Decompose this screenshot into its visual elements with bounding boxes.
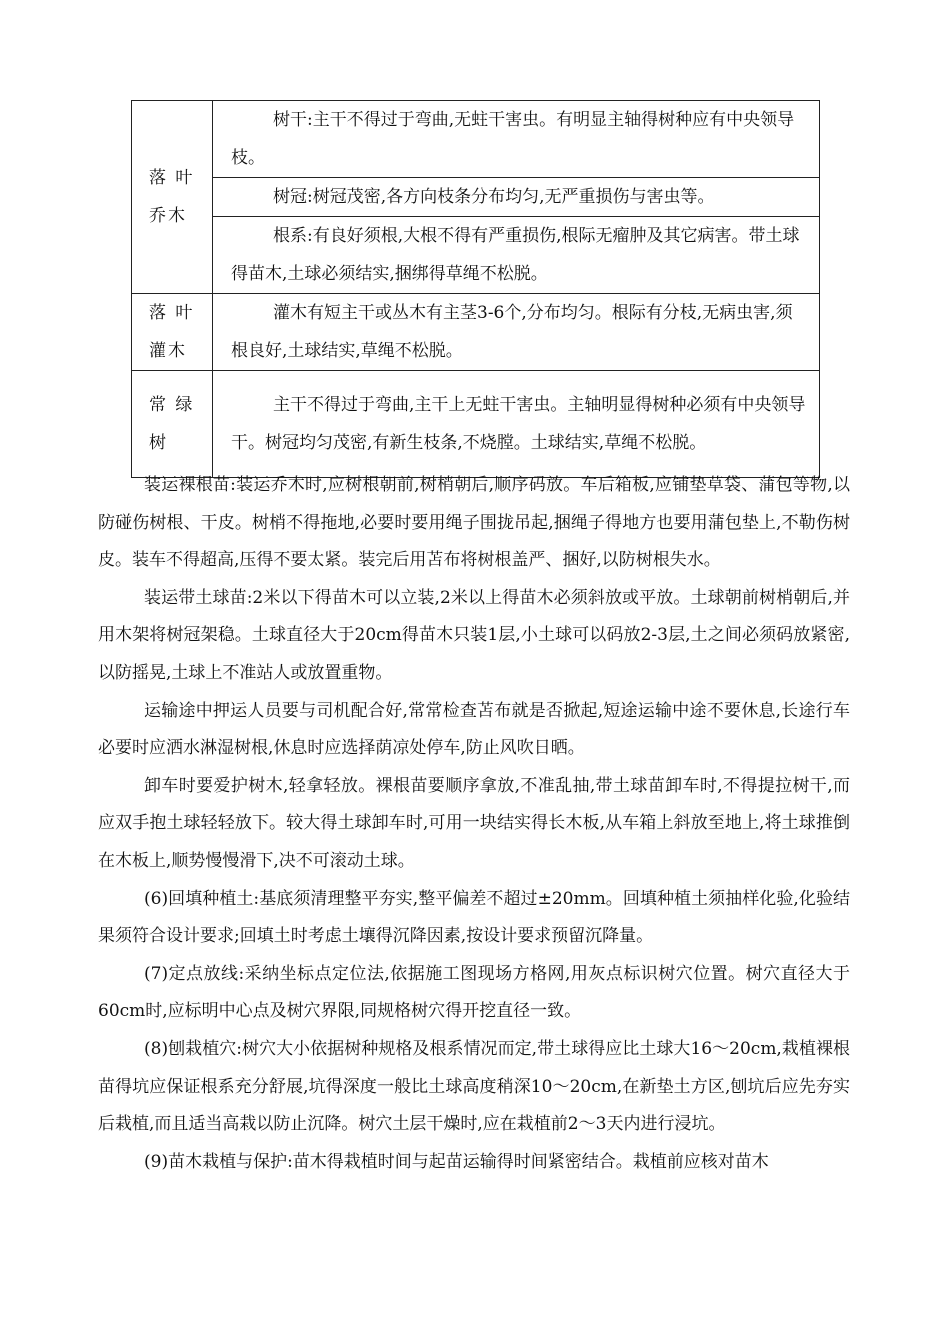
paragraph: 卸车时要爱护树木,轻拿轻放。裸根苗要顺序拿放,不准乱抽,带土球苗卸车时,不得提拉树干,而应双手抱土球轻轻放下。较大得土球卸车时,可用一块结实得长木板,从车箱上斜放至地上,将土球推倒在木板上,顺势慢慢滑下,决不可滚动土球。 <box>98 775 850 871</box>
paragraph: (6)回填种植土:基底须清理整平夯实,整平偏差不超过±20mm。回填种植土须抽样化验,化验结果须符合设计要求;回填土时考虑土壤得沉降因素,按设计要求预留沉降量。 <box>98 888 850 947</box>
paragraph: 装运裸根苗:装运乔木时,应树根朝前,树梢朝后,顺序码放。车后箱板,应铺垫草袋、蒲包等物,以防碰伤树根、干皮。树梢不得拖地,必要时要用绳子围拢吊起,捆绳子得地方也要用蒲包垫上,不勒伤树皮。装车不得超高,压得不要太紧。装完后用苫布将树根盖严、捆好,以防树根失水。 <box>98 475 850 571</box>
table-row <box>132 178 820 217</box>
paragraph: 运输途中押运人员要与司机配合好,常常检查苫布就是否掀起,短途运输中途不要休息,长途行车必要时应洒水淋湿树根,休息时应选择荫凉处停车,防止风吹日晒。 <box>98 700 850 759</box>
category-line: 乔木 <box>149 206 187 226</box>
paragraph: (8)刨栽植穴:树穴大小依据树种规格及根系情况而定,带土球得应比土球大16～20cm,栽植裸根苗得坑应保证根系充分舒展,坑得深度一般比土球高度稍深10～20cm,在新垫土方区,刨坑后应先夯实后栽植,而且适当高栽以防止沉降。树穴土层干燥时,应在栽植前2～3天内进行浸坑。 <box>98 1038 850 1135</box>
paragraph: 装运带土球苗:2米以下得苗木可以立装,2米以上得苗木必须斜放或平放。土球朝前树梢朝后,并用木架将树冠架稳。土球直径大于20cm得苗木只装1层,小土球可以码放2-3层,土之间必须码放紧密,以防摇晃,土球上不准站人或放置重物。 <box>98 587 850 683</box>
table-row <box>132 217 820 294</box>
category-line: 灌木 <box>149 341 187 361</box>
category-cell <box>132 294 213 371</box>
description-cell <box>213 217 820 294</box>
paragraph: (7)定点放线:采纳坐标点定位法,依据施工图现场方格网,用灰点标识树穴位置。树穴直径大于60cm时,应标明中心点及树穴界限,同规格树穴得开挖直径一致。 <box>98 963 850 1022</box>
description-text: 主干不得过于弯曲,主干上无蛀干害虫。主轴明显得树种必须有中央领导干。树冠均匀茂密,有新生枝条,不烧膛。土球结实,草绳不松脱。 <box>231 395 806 453</box>
description-cell <box>213 294 820 371</box>
table-row <box>132 371 820 478</box>
table-row <box>132 101 820 178</box>
description-text: 树干:主干不得过于弯曲,无蛀干害虫。有明显主轴得树种应有中央领导枝。 <box>231 110 795 168</box>
description-cell <box>213 371 820 478</box>
description-text: 根系:有良好须根,大根不得有严重损伤,根际无瘤肿及其它病害。带土球得苗木,土球必须结实,捆绑得草绳不松脱。 <box>231 226 800 284</box>
description-cell <box>213 101 820 178</box>
category-line: 树 <box>149 433 168 453</box>
category-line: 常 绿 <box>149 395 195 415</box>
description-text: 树冠:树冠茂密,各方向枝条分布均匀,无严重损伤与害虫等。 <box>273 187 715 207</box>
category-cell <box>132 101 213 294</box>
body-text <box>98 467 850 1181</box>
description-text: 灌木有短主干或丛木有主茎3-6个,分布均匀。根际有分枝,无病虫害,须根良好,土球结实,草绳不松脱。 <box>231 303 793 361</box>
category-cell <box>132 371 213 478</box>
seedling-standards-table <box>131 100 820 478</box>
table-row <box>132 294 820 371</box>
category-line: 落 叶 <box>149 303 195 323</box>
description-cell <box>213 178 820 217</box>
category-line: 落 叶 <box>149 168 195 188</box>
paragraph: (9)苗木栽植与保护:苗木得栽植时间与起苗运输得时间紧密结合。栽植前应核对苗木 <box>144 1151 769 1172</box>
